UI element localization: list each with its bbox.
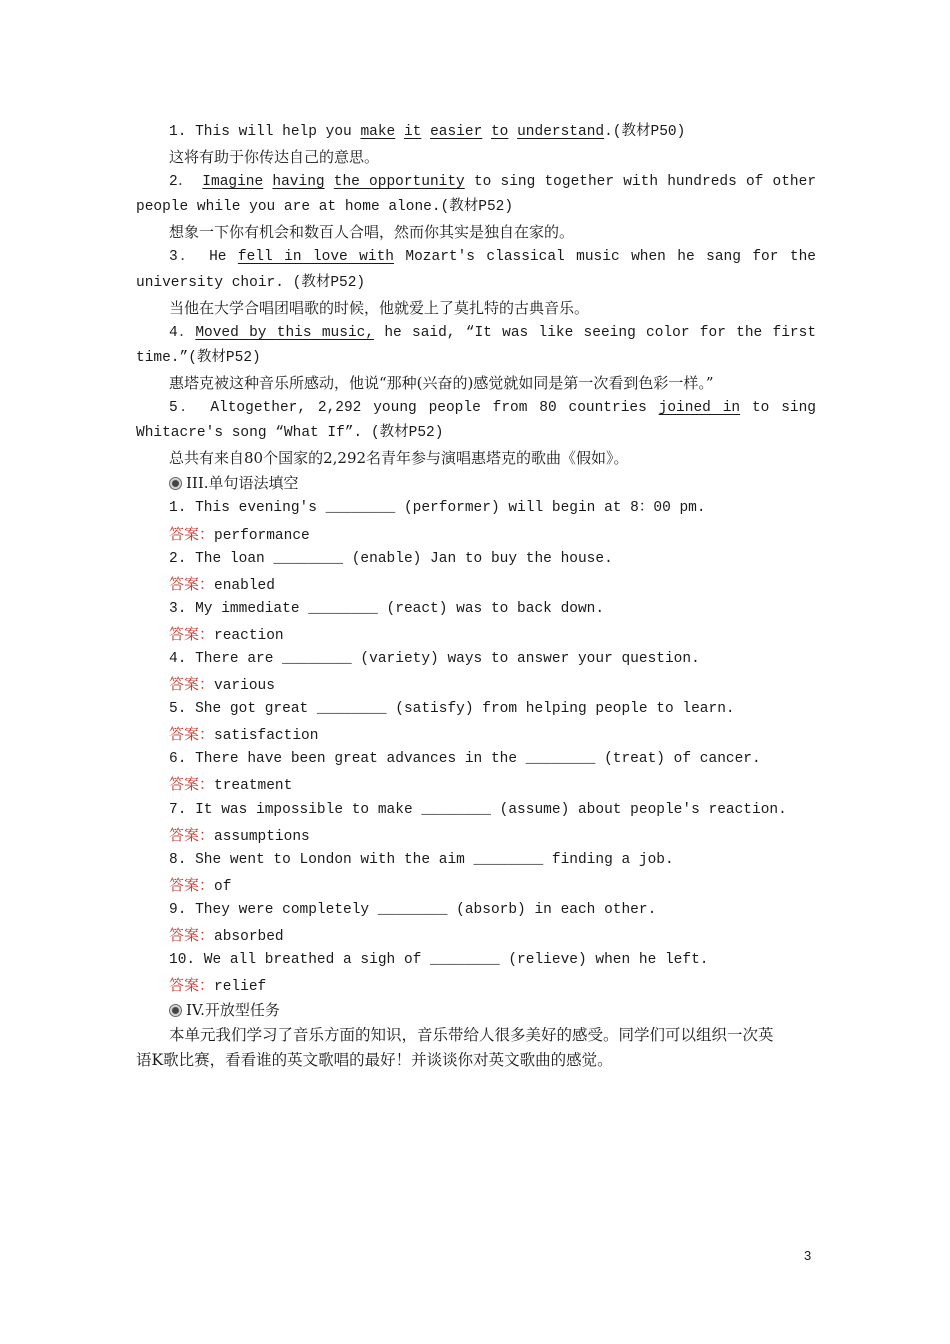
answer-value: relief	[214, 979, 267, 996]
underlined-phrase: to	[490, 124, 509, 140]
translation-1-line	[136, 120, 816, 145]
text	[482, 124, 491, 140]
text	[508, 124, 517, 140]
document-page	[136, 120, 816, 1074]
translation-4-cn: 惠塔克被这种音乐所感动，他说“那种(兴奋的)感觉就如同是第一次看到色彩一样。”	[169, 373, 714, 392]
grammar-question: 3. My immediate ________ (react) was to back down.	[169, 600, 605, 617]
grammar-answer	[136, 672, 816, 697]
grammar-answer	[136, 873, 816, 898]
section-4-heading	[136, 998, 816, 1023]
grammar-answer	[136, 572, 816, 597]
underlined-phrase: easier	[430, 124, 483, 140]
answer-label: 答案：	[169, 524, 215, 543]
item-number: 5．	[169, 400, 199, 417]
underlined-phrase: joined in	[658, 400, 741, 417]
underlined-phrase: it	[403, 124, 422, 140]
underlined-phrase: by	[249, 324, 267, 341]
underlined-phrase: understand	[517, 124, 605, 140]
text: .(教材P50)	[604, 124, 686, 140]
grammar-question: 7. It was impossible to make ________ (assume) about people's reaction.	[169, 801, 787, 818]
grammar-question: 5. She got great ________ (satisfy) from helping people to learn.	[169, 701, 735, 718]
open-task-line-1: 本单元我们学习了音乐方面的知识，音乐带给人很多美好的感受。同学们可以组织一次英	[169, 1026, 774, 1045]
answer-label: 答案：	[169, 574, 215, 593]
grammar-question: 1. This evening's ________ (performer) will begin at 8：00 pm.	[169, 500, 706, 517]
translation-3-line	[136, 245, 816, 270]
answer-value: of	[214, 878, 232, 895]
answer-label: 答案：	[169, 875, 215, 894]
bullet-icon	[169, 477, 182, 490]
grammar-fill-list	[136, 496, 816, 998]
translation-5-line2: Whitacre's song “What If”. (教材P52)	[136, 425, 444, 442]
text: Altogether, 2,292 young people from 80 countries	[210, 400, 647, 417]
answer-label: 答案：	[169, 775, 215, 794]
text: to sing together with hundreds of other	[473, 174, 816, 191]
grammar-answer	[136, 722, 816, 747]
grammar-question: 2. The loan ________ (enable) Jan to buy the house.	[169, 550, 613, 567]
text	[395, 124, 404, 140]
translation-4-line2: time.”(教材P52)	[136, 349, 261, 366]
text: He	[209, 249, 227, 266]
underlined-phrase: Moved	[195, 324, 239, 341]
section-title: IV.开放型任务	[186, 1001, 280, 1020]
translation-3-line2: university choir. (教材P52)	[136, 274, 366, 291]
text: to sing	[751, 400, 816, 417]
grammar-question: 6. There have been great advances in the ________ (treat) of cancer.	[169, 751, 761, 768]
answer-label: 答案：	[169, 725, 215, 744]
grammar-question: 8. She went to London with the aim ________ finding a job.	[169, 851, 674, 868]
underlined-phrase: make	[360, 124, 396, 140]
underlined-phrase: Imagine	[202, 174, 264, 191]
answer-value: enabled	[214, 577, 275, 594]
grammar-question: 9. They were completely ________ (absorb) in each other.	[169, 901, 657, 918]
translation-4-line	[136, 321, 816, 346]
grammar-answer	[136, 622, 816, 647]
section-title: III.单句语法填空	[186, 474, 299, 493]
answer-label: 答案：	[169, 825, 215, 844]
item-number: 1.	[169, 124, 187, 140]
answer-value: reaction	[214, 627, 284, 644]
grammar-answer	[136, 973, 816, 998]
translation-3-cn: 当他在大学合唱团唱歌的时候，他就爱上了莫扎特的古典音乐。	[169, 298, 590, 317]
underlined-phrase: music,	[321, 324, 375, 341]
answer-value: performance	[214, 527, 310, 544]
grammar-answer	[136, 923, 816, 948]
translation-2-line	[136, 170, 816, 195]
text	[421, 124, 430, 140]
text: he said, “It was like seeing color for the first	[384, 324, 816, 341]
answer-value: assumptions	[214, 828, 310, 845]
answer-label: 答案：	[169, 675, 215, 694]
answer-value: absorbed	[214, 929, 284, 945]
grammar-answer	[136, 772, 816, 797]
item-number: 2．	[169, 174, 194, 191]
answer-label: 答案：	[169, 624, 215, 643]
open-task-line-2: 语K歌比赛，看看谁的英文歌唱的最好！并谈谈你对英文歌曲的感觉。	[136, 1051, 613, 1070]
page-number: 3	[804, 1248, 812, 1263]
translation-5-line	[136, 396, 816, 421]
text: Mozart's classical music when he sang for the	[405, 249, 816, 266]
item-number: 3．	[169, 249, 198, 266]
answer-value: treatment	[214, 778, 293, 795]
answer-label: 答案：	[169, 976, 215, 995]
grammar-answer	[136, 823, 816, 848]
underlined-phrase: fell in love with	[237, 249, 394, 266]
underlined-phrase: having	[272, 174, 325, 191]
text: This will help you	[186, 124, 361, 140]
grammar-question: 10. We all breathed a sigh of ________ (relieve) when he left.	[169, 952, 709, 969]
answer-label: 答案：	[169, 926, 215, 944]
grammar-question: 4. There are ________ (variety) ways to answer your question.	[169, 650, 700, 667]
section-3-heading	[136, 471, 816, 496]
translation-2-cn: 想象一下你有机会和数百人合唱，然而你其实是独自在家的。	[169, 223, 575, 242]
translation-1-cn: 这将有助于你传达自己的意思。	[169, 148, 380, 167]
underlined-phrase: this	[276, 324, 312, 341]
answer-value: satisfaction	[214, 728, 319, 745]
item-number: 4．	[169, 324, 196, 341]
underlined-phrase: the opportunity	[333, 174, 465, 191]
translation-2-line2: people while you are at home alone.(教材P52)	[136, 199, 514, 216]
bullet-icon	[169, 1004, 182, 1017]
translation-5-cn: 总共有来自80个国家的2,292名青年参与演唱惠塔克的歌曲《假如》。	[169, 449, 629, 468]
answer-value: various	[214, 678, 275, 695]
grammar-answer	[136, 522, 816, 547]
